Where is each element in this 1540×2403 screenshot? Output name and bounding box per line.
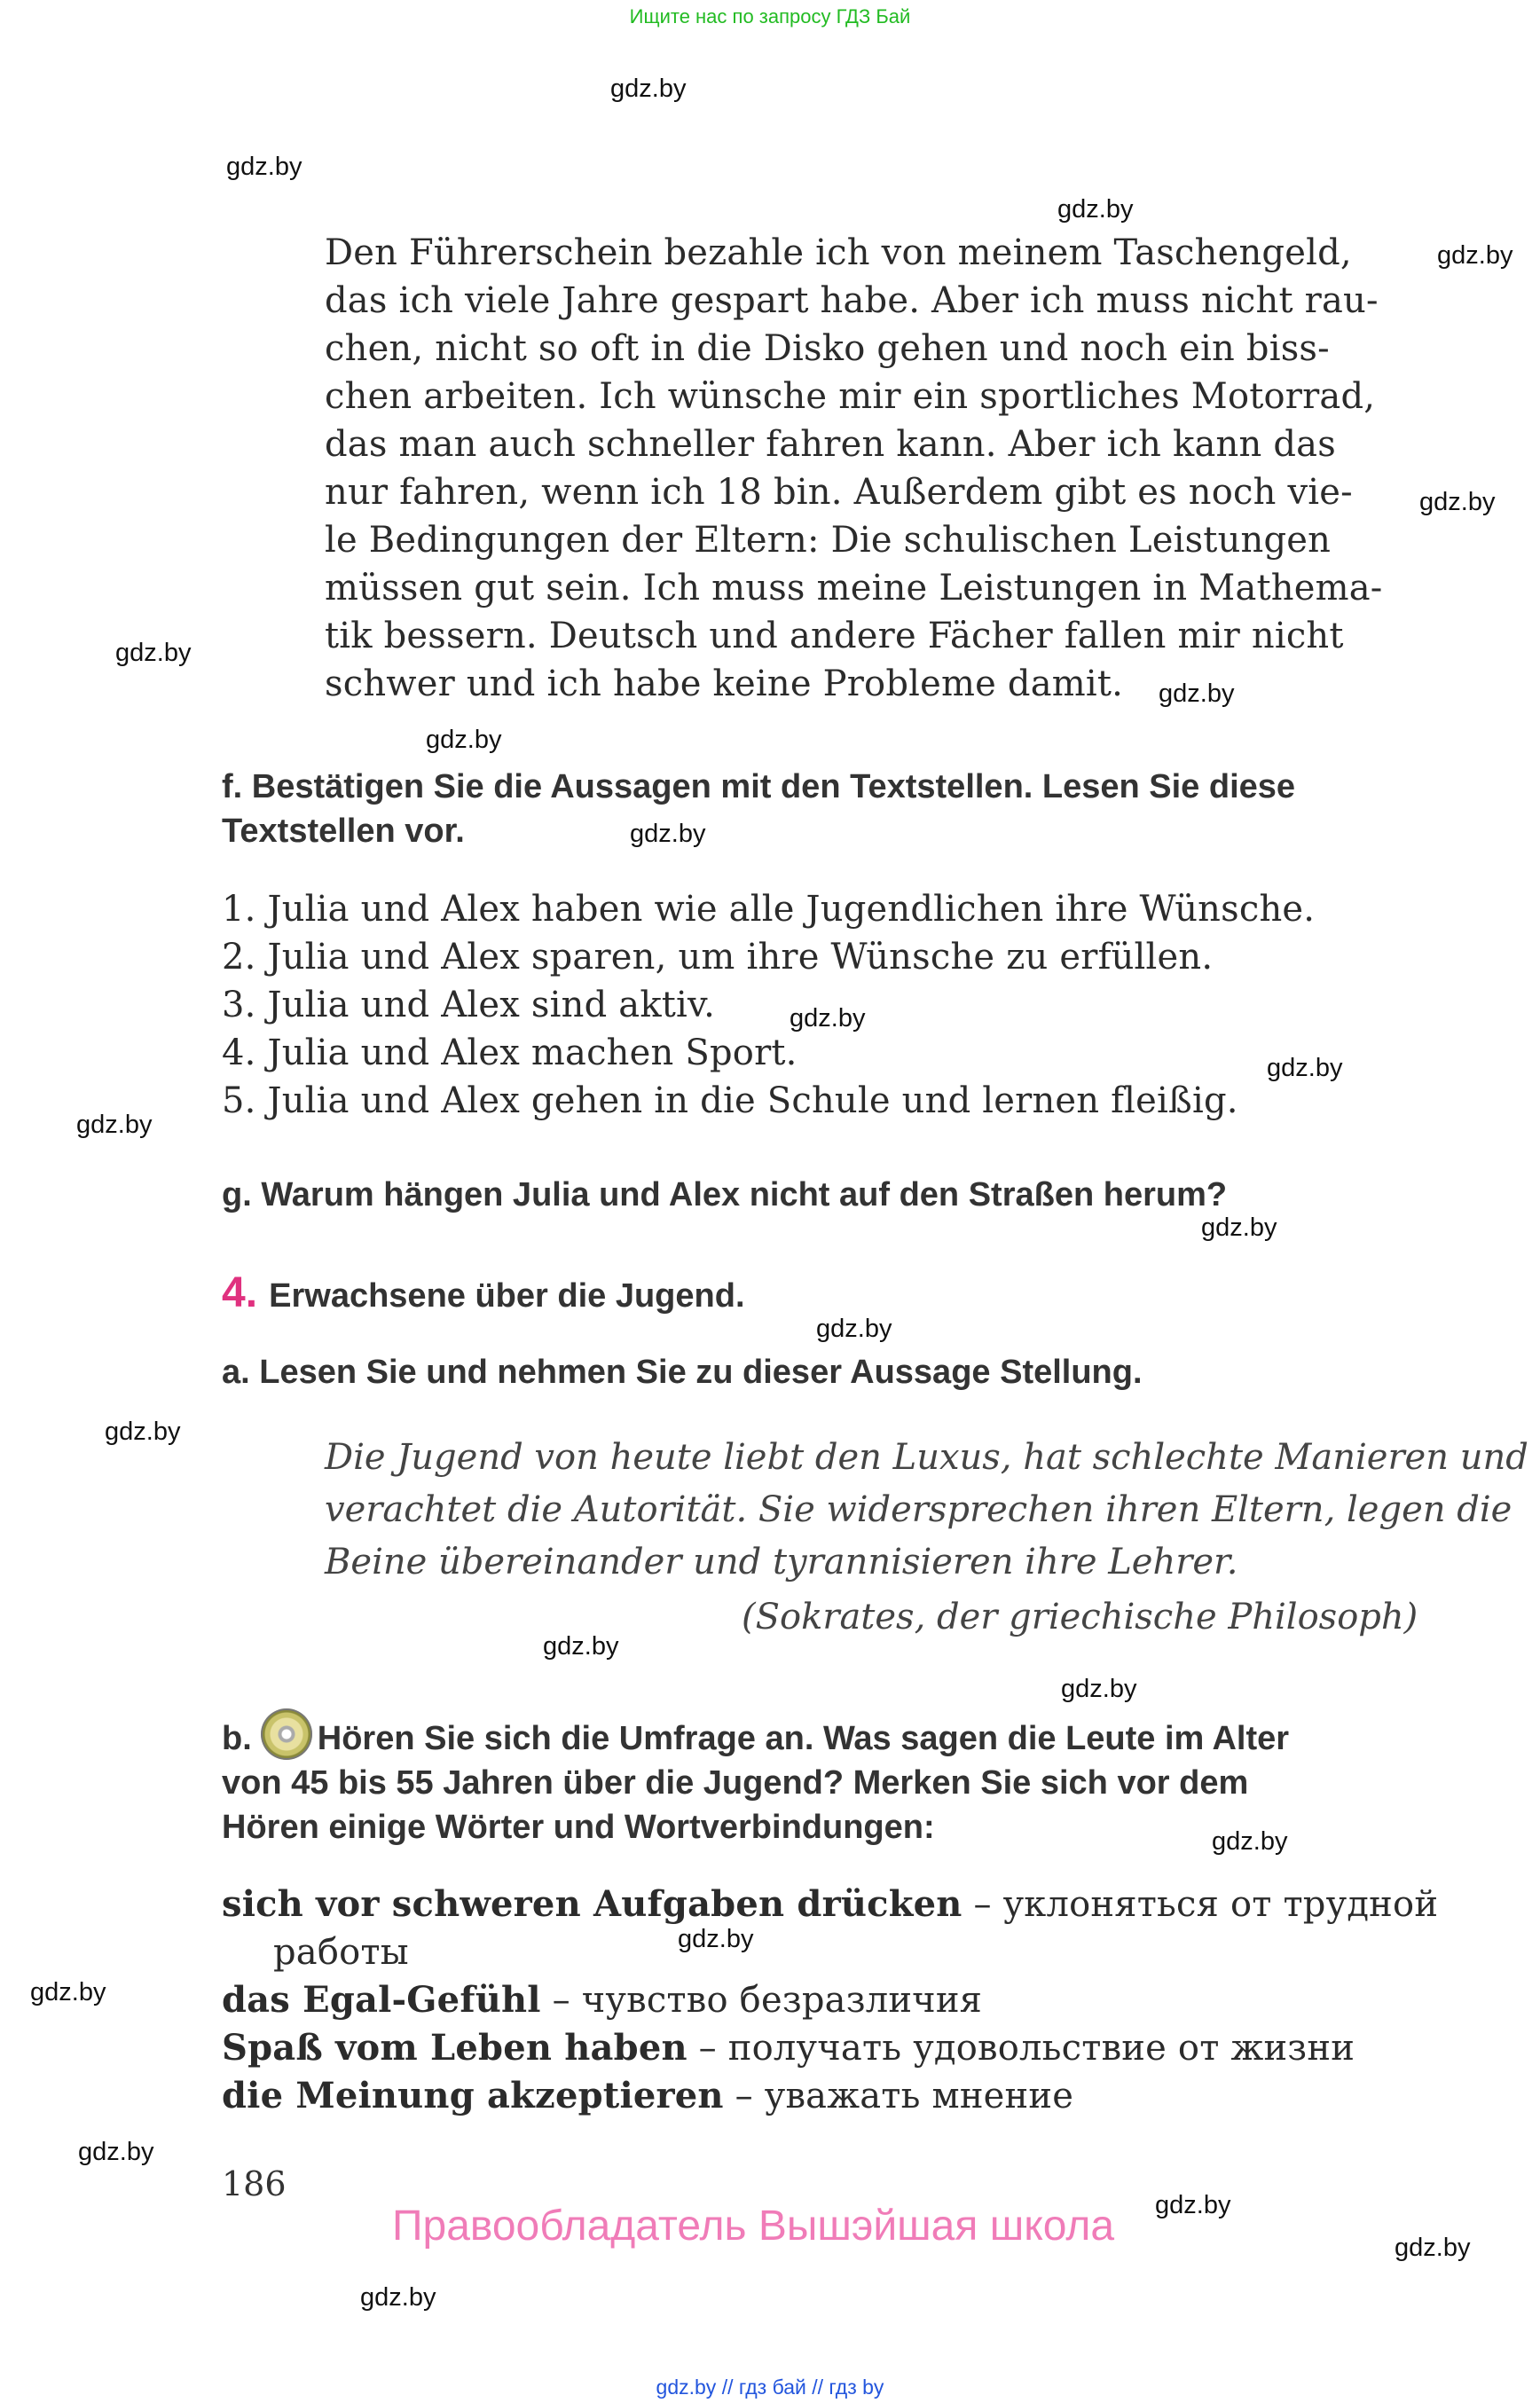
vocab-item xyxy=(222,2024,1438,2072)
task-b xyxy=(222,1708,1289,1849)
watermark: gdz.by xyxy=(816,1315,892,1343)
watermark: gdz.by xyxy=(30,1978,106,2006)
watermark: gdz.by xyxy=(78,2138,154,2166)
vocab-german: Spaß vom Leben haben xyxy=(222,2027,688,2069)
task-f-line: f. Bestätigen Sie die Aussagen mit den Textstellen. Lesen Sie diese xyxy=(222,768,1296,805)
task-b-line: von 45 bis 55 Jahren über die Jugend? Merken Sie sich vor dem xyxy=(222,1764,1249,1802)
vocab-item xyxy=(222,2072,1438,2120)
watermark: gdz.by xyxy=(426,726,502,754)
list-item: 1. Julia und Alex haben wie alle Jugendlichen ihre Wünsche. xyxy=(222,889,1316,930)
watermark: gdz.by xyxy=(1201,1213,1277,1242)
task-a: a. Lesen Sie und nehmen Sie zu dieser Aussage Stellung. xyxy=(222,1354,1143,1391)
paragraph-line: müssen gut sein. Ich muss meine Leistungen in Mathema- xyxy=(325,568,1383,609)
task-f xyxy=(222,765,1295,853)
list-item: 2. Julia und Alex sparen, um ihre Wünsche zu erfüllen. xyxy=(222,937,1214,978)
watermark: gdz.by xyxy=(1395,2234,1471,2262)
vocabulary-list xyxy=(222,1881,1438,2120)
task-g: g. Warum hängen Julia und Alex nicht auf den Straßen herum? xyxy=(222,1176,1228,1213)
reading-paragraph xyxy=(325,229,1416,708)
task-b-line: Hören einige Wörter und Wortverbindungen: xyxy=(222,1809,935,1846)
watermark: gdz.by xyxy=(1061,1675,1137,1703)
vocab-russian-cont: работы xyxy=(273,1932,409,1973)
quote-block xyxy=(325,1432,1528,1589)
paragraph-line: tik bessern. Deutsch und andere Fächer fallen mir nicht xyxy=(325,616,1344,656)
watermark: gdz.by xyxy=(610,75,687,103)
quote-line: verachtet die Autorität. Sie widersprechen ihren Eltern, legen die xyxy=(325,1489,1512,1530)
watermark: gdz.by xyxy=(226,153,302,181)
exercise-heading xyxy=(222,1268,745,1318)
paragraph-line: le Bedingungen der Eltern: Die schulischen Leistungen xyxy=(325,520,1332,561)
vocab-german: die Meinung akzeptieren xyxy=(222,2075,724,2116)
paragraph-line: schwer und ich habe keine Probleme damit. xyxy=(325,664,1124,704)
watermark: gdz.by xyxy=(1419,488,1496,516)
list-item: 3. Julia und Alex sind aktiv. xyxy=(222,985,716,1025)
paragraph-line: chen arbeiten. Ich wünsche mir ein sportliches Motorrad, xyxy=(325,376,1376,417)
paragraph-line: Den Führerschein bezahle ich von meinem Taschengeld, xyxy=(325,232,1352,273)
task-b-prefix: b. xyxy=(222,1720,252,1757)
exercise-number: 4. xyxy=(222,1269,258,1316)
vocab-german: das Egal-Gefühl xyxy=(222,1979,541,2021)
list-item: 5. Julia und Alex gehen in die Schule und lernen fleißig. xyxy=(222,1080,1238,1121)
watermark: gdz.by xyxy=(360,2283,436,2312)
watermark: gdz.by xyxy=(1057,195,1134,224)
watermark: gdz.by xyxy=(1212,1827,1288,1856)
watermark: gdz.by xyxy=(105,1417,181,1446)
watermark: gdz.by xyxy=(630,820,706,848)
watermark: gdz.by xyxy=(1437,241,1513,270)
vocab-russian: – получать удовольствие от жизни xyxy=(687,2028,1355,2069)
quote-author: (Sokrates, der griechische Philosoph) xyxy=(742,1597,1418,1637)
vocab-russian: – уклоняться от трудной xyxy=(962,1884,1439,1925)
quote-line: Beine übereinander und tyrannisieren ihre Lehrer. xyxy=(325,1542,1238,1582)
watermark: gdz.by xyxy=(1267,1054,1343,1082)
cd-audio-icon[interactable] xyxy=(261,1708,312,1760)
vocab-item xyxy=(222,1976,1438,2024)
task-b-line: Hören Sie sich die Umfrage an. Was sagen die Leute im Alter xyxy=(317,1720,1290,1757)
bottom-links[interactable]: gdz.by // гдз бай // гдз by xyxy=(656,2376,884,2399)
watermark: gdz.by xyxy=(678,1925,754,1953)
vocab-russian: – чувство безразличия xyxy=(540,1980,983,2021)
exercise-title: Erwachsene über die Jugend. xyxy=(269,1277,745,1315)
watermark: gdz.by xyxy=(76,1111,153,1139)
vocab-item xyxy=(222,1881,1438,1928)
paragraph-line: das man auch schneller fahren kann. Aber ich kann das xyxy=(325,424,1336,465)
watermark: gdz.by xyxy=(1155,2191,1231,2219)
page-number: 186 xyxy=(222,2164,287,2203)
task-f-line: Textstellen vor. xyxy=(222,813,465,850)
watermark: gdz.by xyxy=(1159,679,1235,708)
quote-line: Die Jugend von heute liebt den Luxus, hat schlechte Manieren und xyxy=(325,1437,1528,1478)
paragraph-line: chen, nicht so oft in die Disko gehen und noch ein biss- xyxy=(325,328,1330,369)
vocab-russian: – уважать мнение xyxy=(723,2076,1074,2116)
watermark: gdz.by xyxy=(790,1004,866,1033)
copyright-notice: Правообладатель Вышэйшая школа xyxy=(392,2203,1115,2250)
paragraph-line: das ich viele Jahre gespart habe. Aber ich muss nicht rau- xyxy=(325,280,1379,321)
watermark: gdz.by xyxy=(115,639,192,667)
list-item: 4. Julia und Alex machen Sport. xyxy=(222,1033,798,1073)
statements-list xyxy=(222,885,1315,1125)
paragraph-line: nur fahren, wenn ich 18 bin. Außerdem gibt es noch vie- xyxy=(325,472,1353,513)
watermark: gdz.by xyxy=(543,1632,619,1661)
header-note: Ищите нас по запросу ГДЗ Бай xyxy=(629,5,911,27)
vocab-german: sich vor schweren Aufgaben drücken xyxy=(222,1883,962,1925)
